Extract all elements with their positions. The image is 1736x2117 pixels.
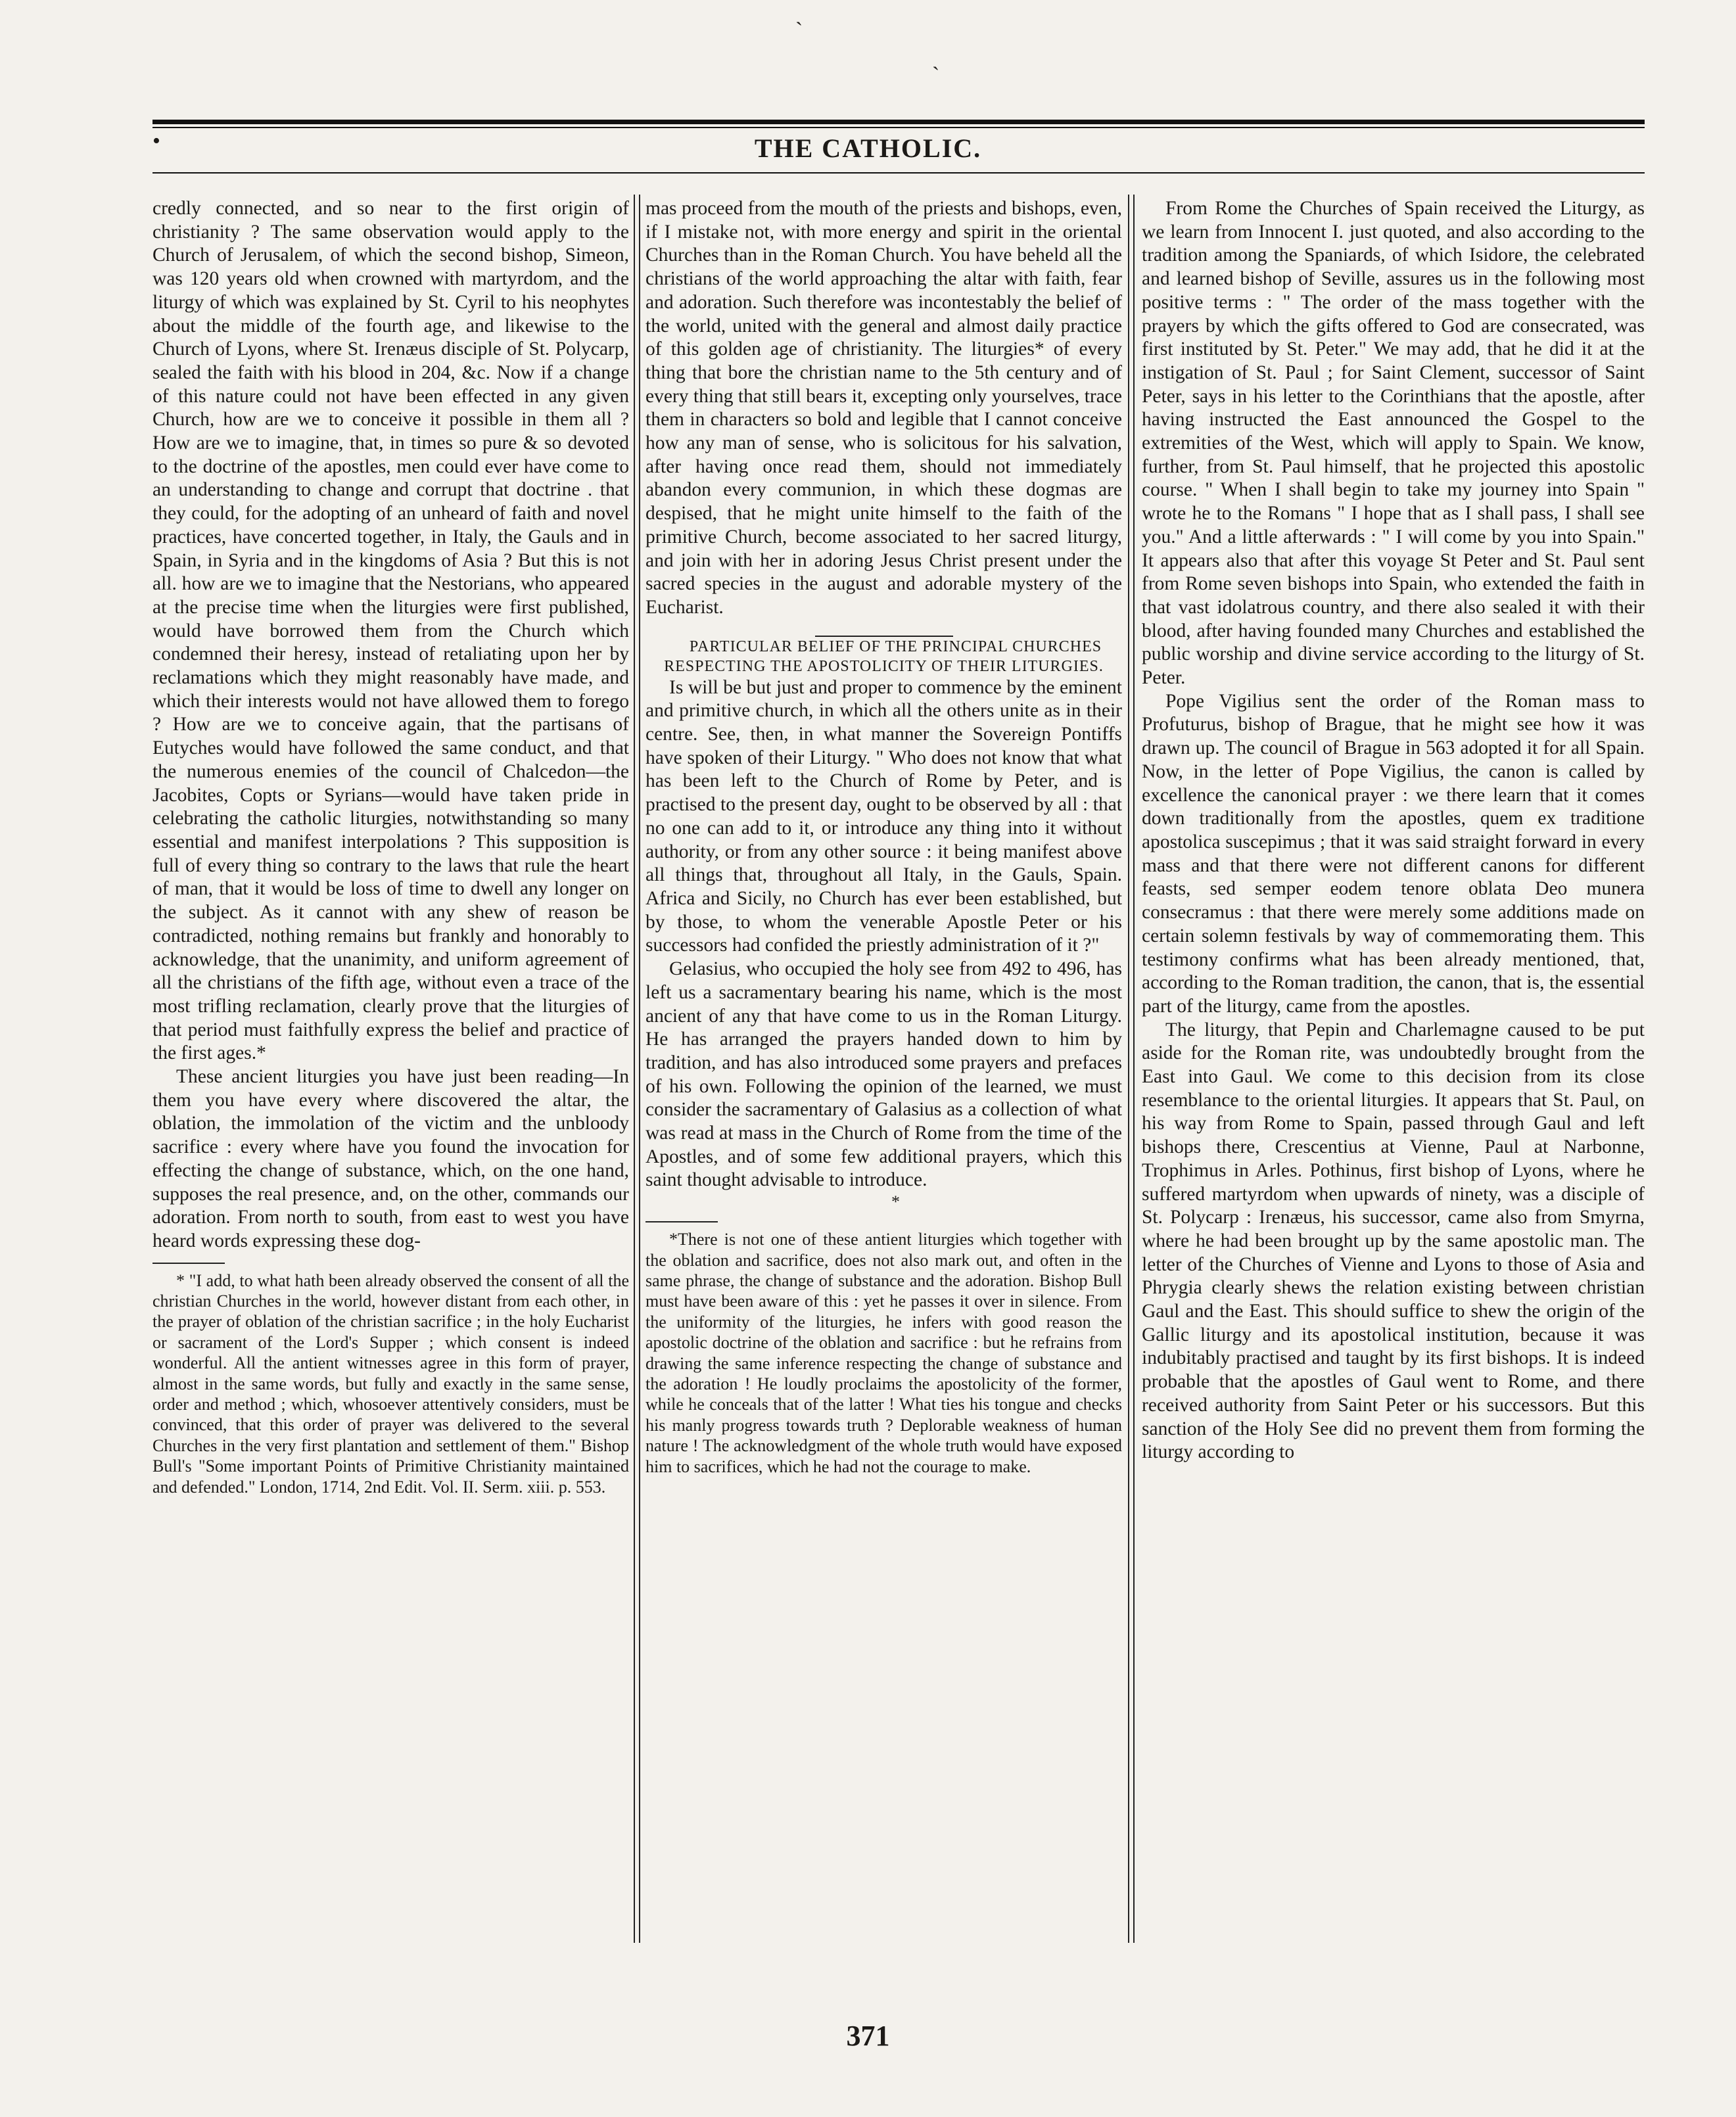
page-number: 371 — [846, 2020, 890, 2052]
column-separator — [634, 195, 640, 1943]
col3-paragraph-3: The liturgy, that Pepin and Charlemagne caused to be put aside for the Roman rite, was undoubtedly brought from the East into Gaul. We come to this decision from its close resemblance to the oriental liturgies. It appears that St. Paul, on his way from Rome to Spain, passed through Gaul and left bishops there, Crescentius at Vienne, Paul at Narbonne, Trophimus in Arles. Pothinus, first bishop of Lyons, where he suffered martyrdom when upwards of ninety, was a disciple of St. Polycarp : Irenæus, his successor, came also from Smyrna, where he had been brought up by the same apostolic man. The letter of the Churches of Vienne and Lyons to those of Asia and Phrygia clearly shews the relation existing between christian Gaul and the East. This should suffice to shew the origin of the Gallic liturgy and its apostolical institution, because it was indubitably practised and taught by its first bishops. It is indeed probable that the apostles of Gaul went to Rome, and there received authority from Saint Peter or his successors. But this sanction of the Holy See did no prevent them from forming the liturgy according to — [1142, 1019, 1645, 1463]
running-title: THE CATHOLIC. — [754, 133, 982, 163]
top-double-rule — [152, 120, 1645, 128]
scan-speck: ˋ — [932, 63, 940, 87]
column-separator — [1128, 195, 1135, 1943]
col3-paragraph-2: Pope Vigilius sent the order of the Roman mass to Profuturus, bishop of Brague, that he might see how it was drawn up. The council of Brague in 563 adopted it for all Spain. Now, in the letter of Pope Vigilius, the canon is called by excellence the canonical prayer : we there learn that it comes down traditionally from the apostles, quem ex traditione apostolica suscepimus ; that it was said straight forward in every mass and that there were not different canons for different feasts, sed semper eodem tenore oblata Deo munera consecramus : that there were merely some additions made on certain solemn festivals by way of commemorating them. This testimony confirms what has been already mentioned, that, according to the Roman tradition, the canon, that is, the essential part of the liturgy, came from the apostles. — [1142, 690, 1645, 1017]
col1-paragraph-2: These ancient liturgies you have just been reading—In them you have every where discovered the altar, the oblation, the immolation of the victim and the unbloody sacrifice : every where have you found the invocation for effecting the change of substance, which, on the one hand, supposes the real presence, and, on the other, commands our adoration. From north to south, from east to west you have heard words expressing these dog- — [152, 1066, 629, 1251]
column-3 — [1142, 197, 1645, 1932]
col2-paragraph-1: mas proceed from the mouth of the priests and bishops, even, if I mistake not, with more energy and spirit in the oriental Churches than in the Roman Church. You have beheld all the christians of the world approaching the altar with faith, fear and adoration. Such therefore was incontestably the belief of the world, united with the general and almost daily practice of this golden age of christianity. The liturgies* of every thing that bore the christian name to the 5th century and of every thing that still bears it, excepting only yourselves, trace them in characters so bold and legible that I cannot conceive how any man of sense, who is solicitous for his salvation, after having once read them, should not immediately abandon every communion, in which these dogmas are despised, that he might unite himself to the faith of the primitive Church, become associated to her sacred liturgy, and join with her in adoring Jesus Christ present under the sacred species in the august and adorable mystery of the Eucharist. — [645, 198, 1122, 618]
column-2 — [645, 197, 1122, 1932]
col2-paragraph-3: Gelasius, who occupied the holy see from 492 to 496, has left us a sacramentary bearing his name, which is the most ancient of any that have come to us in the Roman Liturgy. He has arranged the prayers handed down to him by tradition, and has also introduced some prayers and prefaces of his own. Following the opinion of the learned, we must consider the sacramentary of Galasius as a collection of what was read at mass in the Church of Rome from the time of the Apostles, and of some few additional prayers, which this saint thought advisable to introduce. — [645, 958, 1122, 1191]
header-rule — [152, 172, 1645, 174]
col1-footnote: * "I add, to what hath been already observed the consent of all the christian Churches in the world, however distant from each other, in the prayer of oblation of the christian sacrifice ; in the holy Eucharist or sacrament of the Lord's Supper ; which consent is indeed wonderful. All the antient witnesses agree in this form of prayer, almost in the same words, but fully and exactly in the same sense, order and method ; which, whosoever attentively considers, must be convinced, that this order of prayer was delivered to the several Churches in the very first plantation and settlement of them." Bishop Bull's "Some important Points of Primitive Christianity maintained and defended." London, 1714, 2nd Edit. Vol. II. Serm. xiii. p. 553. — [152, 1270, 629, 1497]
footnote-rule — [645, 1221, 718, 1222]
scan-speck: ˋ — [795, 18, 803, 43]
footnote-rule — [152, 1263, 225, 1264]
asterisk-mark: * — [891, 1192, 900, 1212]
col3-paragraph-1: From Rome the Churches of Spain received the Liturgy, as we learn from Innocent I. just quoted, and also according to the tradition among the Spaniards, of which Isidore, the celebrated and learned bishop of Seville, assures us in the following most positive terms : " The order of the mass together with the prayers by which the gifts offered to God are consecrated, was first instituted by St. Peter." We may add, that he did it at the instigation of St. Paul ; for Saint Clement, successor of Saint Peter, says in his letter to the Corinthians that the apostle, after having instructed the East announced the Gospel to the extremities of the West, which will apply to Spain. We know, further, from St. Paul himself, that he projected this apostolic course. " When I shall begin to take my journey into Spain " wrote he to the Romans " I hope that as I shall pass, I shall see you." And a little afterwards : " I will come by you into Spain." It appears also that after this voyage St Peter and St. Paul sent from Rome seven bishops into Spain, who extended the faith in that vast idolatrous country, and there also sealed it with their blood, after having founded many Churches and established the public worship and divine service according to the liturgy of St. Peter. — [1142, 198, 1645, 689]
section-heading: PARTICULAR BELIEF OF THE PRINCIPAL CHURCHES RESPECTING THE APOSTOLICITY OF THEIR LITURGIES. — [664, 638, 1104, 675]
bullet-mark: • — [152, 129, 160, 153]
col2-footnote: *There is not one of these antient liturgies which together with the oblation and sacrifice, does not also mark out, and often in the same phrase, the change of substance and the adoration. Bishop Bull must have been aware of this : yet he passes it over in silence. From the uniformity of the liturgies, he infers with good reason the apostolic doctrine of the oblation and sacrifice : but he refrains from drawing the same inference respecting the change of substance and the adoration ! He loudly proclaims the apostolicity of the former, while he conceals that of the latter ! What ties his tongue and checks his manly progress towards truth ? Deplorable weakness of human nature ! The acknowledgment of the whole truth would have exposed him to sacrifices, which he had not the courage to make. — [645, 1230, 1122, 1476]
col2-paragraph-2: Is will be but just and proper to commence by the eminent and primitive church, in which all the others unite as in their centre. See, then, in what manner the Sovereign Pontiffs have spoken of their Liturgy. " Who does not know that what has been left to the Church of Rome by Peter, and is practised to the present day, ought to be observed by all : that no one can add to it, or introduce any thing into it without authority, or from any other source : it being manifest above all things that, throughout all Italy, in the Gauls, Spain. Africa and Sicily, no Church has ever been established, but by those, to whom the venerable Apostle Peter or his successors had confided the priestly administration of it ?" — [645, 676, 1122, 956]
col1-paragraph-1: credly connected, and so near to the first origin of christianity ? The same observation would apply to the Church of Jerusalem, of which the second bishop, Simeon, was 120 years old when crowned with martyrdom, and the liturgy of which was explained by St. Cyril to his neophytes about the middle of the fourth age, and likewise to the Church of Lyons, where St. Irenæus disciple of St. Polycarp, sealed the faith with his blood in 204, &c. Now if a change of this nature could not have been effected in any given Church, how are we to conceive it possible in them all ? How are we to imagine, that, in times so pure & so devoted to the doctrine of the apostles, men could ever have come to an understanding to change and corrupt that doctrine . that they could, for the adopting of an unheard of faith and novel practices, have concerted together, in Italy, the Gauls and in Spain, in Syria and in the kingdoms of Asia ? But this is not all. how are we to imagine that the Nestorians, who appeared at the precise time when the liturgies were first published, would have borrowed them from the Church which condemned their heresy, instead of retaliating upon her by reclamations which they might reasonably have made, and which their interests would not have allowed them to forego ? How are we to conceive again, that the partisans of Eutyches would have followed the same conduct, and that the numerous enemies of the council of Chalcedon—the Jacobites, Copts or Syrians—would have taken pride in celebrating the catholic liturgies, notwithstanding so many essential and manifest interpolations ? This supposition is full of every thing so contrary to the laws that rule the heart of man, that it would be loss of time to dwell any longer on the subject. As it cannot with any shew of reason be contradicted, nothing remains but frankly and honorably to acknowledge, that the unanimity, and uniform agreement of all the christians of the fifth age, without even a trace of the most trifling reclamation, clearly prove that the liturgies of that period must faithfully express the belief and practice of the first ages.* — [152, 198, 629, 1064]
column-1 — [152, 197, 629, 1932]
